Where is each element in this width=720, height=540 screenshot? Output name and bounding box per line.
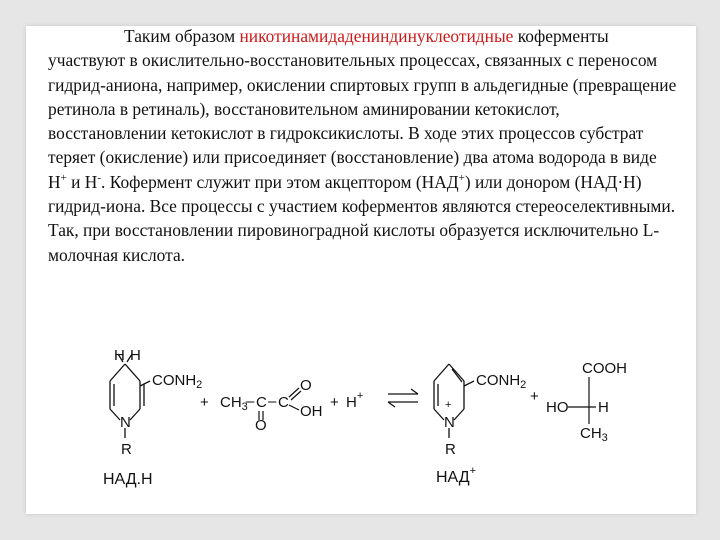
- conh2-a: $CONH_2$: [152, 372, 203, 391]
- proton: H+: [346, 390, 364, 411]
- cooh-group: COOH: [582, 360, 627, 377]
- plus-1: +: [200, 394, 209, 411]
- ho-group: HO: [546, 399, 569, 416]
- ch3-group: $CH_3$: [220, 394, 248, 413]
- highlighted-term: никотинамидадениндинуклеотидные: [239, 26, 514, 46]
- ch3-group-b: $CH_3$: [580, 425, 608, 444]
- text-part-2: коферменты участвуют в окислительно-восстановительных процессах, связанных с переносом гидрид-аниона, например, окислении спиртовых групп в альдегидные (превращение ретинола в ретиналь), восстановительном аминировании кетокислот, восстановлении кетокислот в гидроксикислоты. В ходе этих процессов субстрат теряет (окисление) или присоединяет (восстановление) два атома водорода в виде Н: [48, 26, 677, 192]
- text-part-4: . Кофермент служит при этом акцептором (НАД: [101, 171, 459, 192]
- h-atom-1: H: [114, 347, 125, 364]
- carbon-1: C: [256, 394, 267, 411]
- superscript-minus: -: [97, 171, 102, 184]
- text-part-5: ) или донором (НАД·Н) гидрид-иона. Все процессы с участием коферментов являются стереоселективными. Так, при восстановлении пировиноградной кислоты образуется исключительно L-молочная кислота.: [48, 171, 676, 265]
- carbonyl-o-top: O: [300, 377, 312, 394]
- label-nadh: НАД.Н: [103, 471, 153, 488]
- text-part-1: Таким образом: [124, 26, 240, 46]
- r-group-a: R: [121, 441, 132, 458]
- reaction-scheme: [26, 26, 696, 514]
- r-group-b: R: [445, 441, 456, 458]
- label-nad: НАД+: [436, 465, 477, 486]
- slide: [26, 26, 696, 514]
- carbon-2: C: [278, 394, 289, 411]
- carbonyl-o-bottom: O: [255, 417, 267, 434]
- n-atom-a: N: [120, 414, 131, 431]
- h-atom-right: H: [598, 399, 609, 416]
- bond-dash-1: –: [246, 393, 255, 410]
- fischer-cross: [568, 377, 596, 424]
- superscript-plus-2: +: [458, 171, 465, 184]
- text-part-3: и Н: [66, 171, 98, 192]
- n-atom-b: N: [444, 414, 455, 431]
- superscript-plus: +: [60, 171, 67, 184]
- plus-3: +: [530, 388, 539, 405]
- bond-dash-2: –: [268, 393, 277, 410]
- plus-2: +: [330, 394, 339, 411]
- hydroxyl-oh: OH: [300, 403, 323, 420]
- equilibrium-arrow: [388, 389, 418, 407]
- ring-plus: +: [445, 399, 452, 411]
- conh2-b: $CONH_2$: [476, 372, 527, 391]
- h-atom-2: H: [130, 347, 141, 364]
